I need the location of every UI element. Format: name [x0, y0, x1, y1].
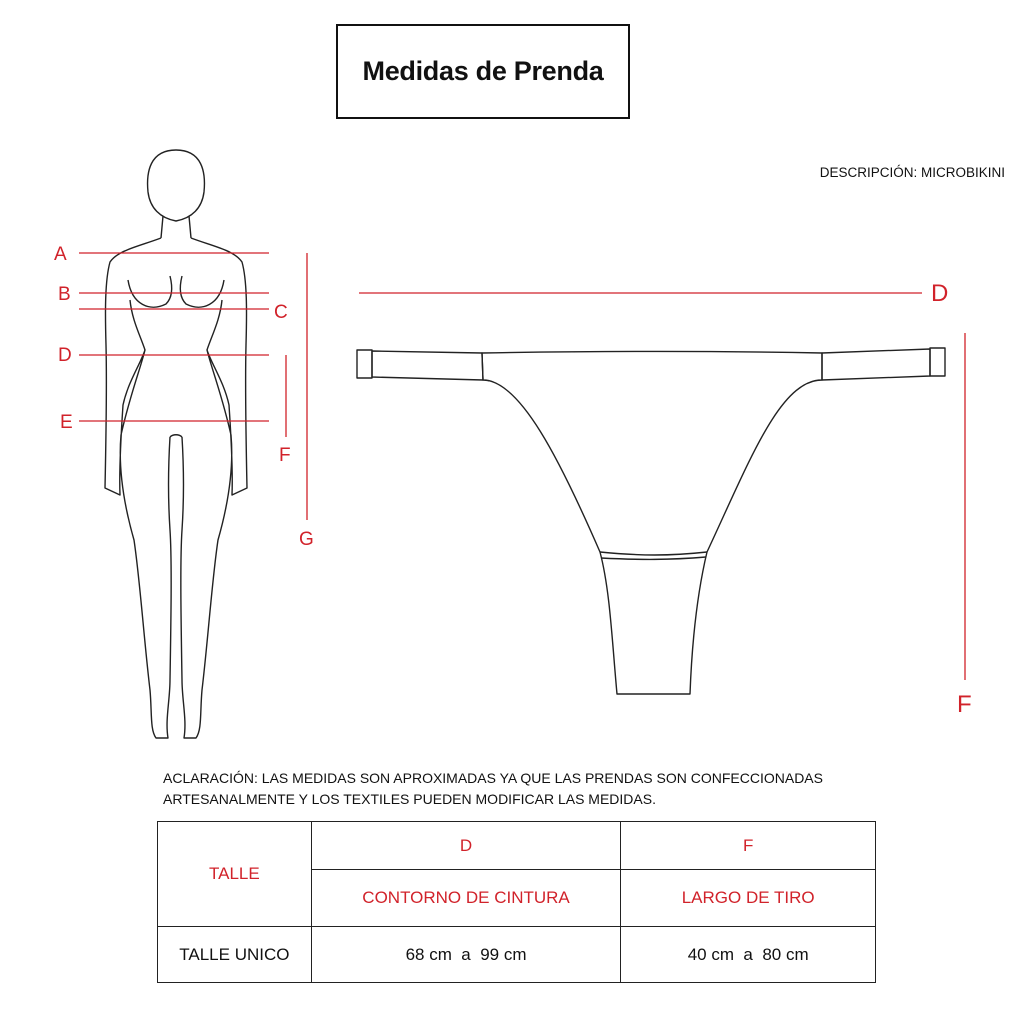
garment-label-d: D — [931, 280, 949, 307]
row-size: TALLE UNICO — [158, 927, 312, 983]
left-strap-end — [357, 350, 372, 378]
head-outline — [148, 150, 205, 221]
crotch-outline — [170, 435, 182, 437]
table-header-row — [158, 822, 876, 870]
label-e: E — [60, 412, 73, 433]
row-col2-value: 40 cm a 80 cm — [621, 927, 876, 983]
table-row — [158, 927, 876, 983]
label-b: B — [58, 284, 71, 305]
col2-letter: F — [621, 822, 876, 870]
right-strap — [822, 349, 930, 380]
bikini-body — [482, 352, 822, 695]
garment-label-f: F — [957, 691, 972, 718]
label-f: F — [279, 445, 291, 466]
crotch-seam — [600, 552, 707, 559]
body-figure — [105, 150, 247, 738]
label-g: G — [299, 529, 314, 550]
page-title: Medidas de Prenda — [362, 56, 604, 86]
body-left-outline — [105, 238, 171, 738]
label-c: C — [274, 302, 288, 323]
talle-header: TALLE — [158, 822, 312, 927]
left-strap — [372, 351, 483, 380]
body-right-outline — [181, 238, 247, 738]
garment-description: DESCRIPCIÓN: MICROBIKINI — [819, 165, 1005, 180]
label-a: A — [54, 244, 67, 265]
body-measure-lines — [79, 253, 307, 520]
col1-letter: D — [311, 822, 621, 870]
microbikini-illustration — [357, 348, 945, 694]
right-strap-end — [930, 348, 945, 376]
col1-name: CONTORNO DE CINTURA — [311, 870, 621, 927]
neck-outline — [161, 216, 191, 238]
col2-name: LARGO DE TIRO — [621, 870, 876, 927]
row-col1-value: 68 cm a 99 cm — [311, 927, 621, 983]
torso-outline — [130, 300, 222, 350]
label-d: D — [58, 345, 72, 366]
size-table — [157, 821, 876, 983]
bust-outline — [128, 276, 224, 307]
disclaimer-note: ACLARACIÓN: LAS MEDIDAS SON APROXIMADAS YA QUE LAS PRENDAS SON CONFECCIONADAS ARTESANALMENTE Y LOS TEXTILES PUEDEN MODIFICAR LAS MEDIDAS. — [163, 770, 823, 807]
